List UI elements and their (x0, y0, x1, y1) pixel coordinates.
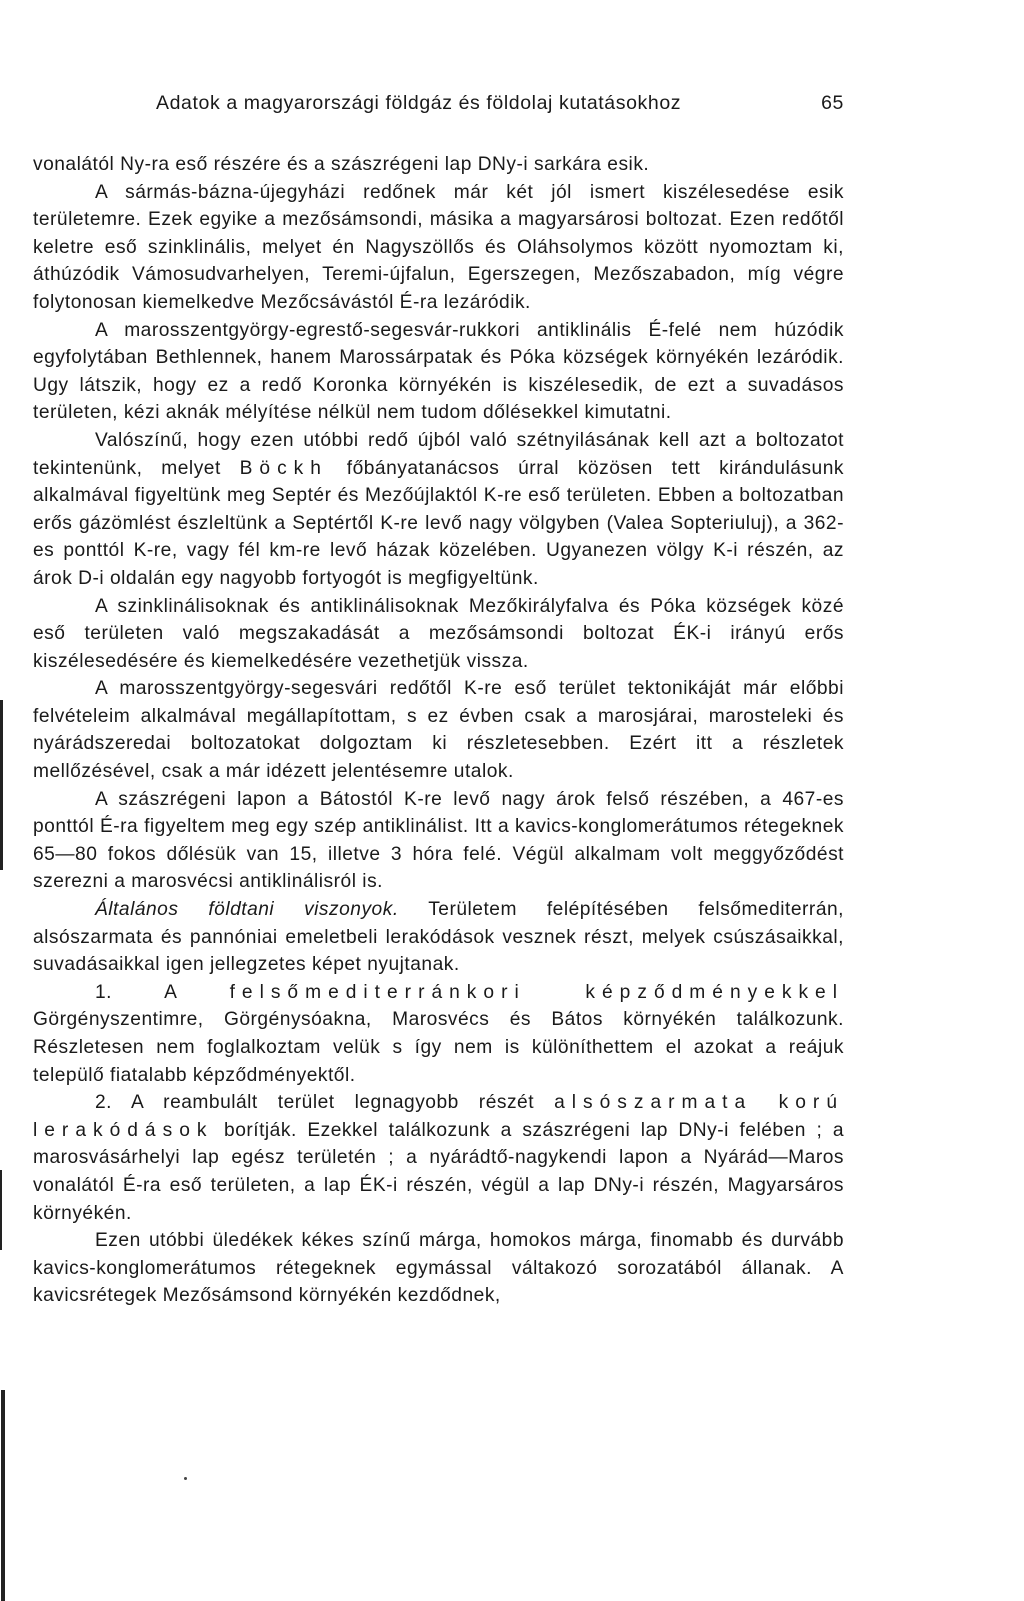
header-title: Adatok a magyarországi földgáz és földolaj kutatásokhoz (156, 92, 682, 114)
paragraph: A szinklinálisoknak és antiklinálisoknak Mezőkirályfalva és Póka községek közé eső területen való megszakadását a mezősámsondi boltozat ÉK-i irányú erős kiszélesedésére és kiemelkedésére vezethetjük vissza. (33, 595, 844, 672)
page-number: 65 (821, 92, 844, 114)
paragraph: A szászrégeni lapon a Bátostól K-re levő nagy árok felső részében, a 467-es ponttól É-ra figyeltem meg egy szép antiklinálist. Itt a kavics-konglomerátumos rétegeknek 65—80 fokos dőlésük van 15, illetve 3 hóra felé. Végül alkalmam volt meggyőződést szerezni a marosvécsi antiklinálisról is. (33, 788, 844, 893)
paragraph: A marosszentgyörgy-egrestő-segesvár-rukkori antiklinális É-felé nem húzódik egyfolytában Bethlennek, hanem Marossárpatak és Póka községek környékén lezáródik. Ugy látszik, hogy ez a redő Koronka környékén is kiszélesedik, de ezt a suvadásos területen, kézi aknák mélyítése nélkül nem tudom dőlésekkel kimutatni. (33, 319, 844, 424)
paragraph: A sármás-bázna-újegyházi redőnek már két jól ismert kiszélesedése esik területemre. Ezek egyike a mezősámsondi, másika a magyarsárosi boltozat. Ezen redőtől keletre eső szinklinális, melyet én Nagyszöllős és Oláhsolymos között nyomoztam ki, áthúzódik Vámosudvarhelyen, Teremi-újfalun, Egerszegen, Mezőszabadon, míg végre folytonosan kiemelkedve Mezőcsávástól É-ra lezáródik. (33, 181, 844, 313)
paragraph: vonalától Ny-ra eső részére és a szászrégeni lap DNy-i sarkára esik. (33, 154, 650, 175)
paragraph: Ezen utóbbi üledékek kékes színű márga, homokos márga, finomabb és durvább kavics-konglomerátumos rétegeknek egymással váltakozó sorozatából állanak. A kavicsrétegek Mezősámsond környékén kezdődnek, (33, 1230, 844, 1307)
section-heading-italic: Általános földtani viszonyok. (95, 899, 399, 921)
paragraph: 1. A felsőmediterránkori képződményekkel Görgényszentimre, Görgénysóakna, Marosvécs és Bátos környékén találkozunk. Részletesen nem foglalkoztam velük s így nem is különíthettem el azokat a reájuk települő fiatalabb képződményektől. (33, 981, 844, 1086)
spaced-term: alsószarmata korú lerakódások (33, 1092, 844, 1141)
scan-edge-line (1, 1390, 5, 1601)
spaced-name: Böckh (239, 457, 328, 479)
scan-speck (184, 1477, 187, 1480)
scan-edge-line (0, 700, 3, 870)
paragraph: Valószínű, hogy ezen utóbbi redő újból való szétnyilásának kell azt a boltozatot tekintenünk, melyet Böckh főbányatanácsos úrral közösen tett kirándulásunk alkalmával figyeltünk meg Septér és Mezőújlaktól K-re eső területen. Ebben a boltozatban erős gázömlést észleltünk a Septértől K-re levő nagy völgyben (Valea Sopteriuluj), a 362-es ponttól K-re, vagy fél km-re levő házak közelében. Ugyanezen völgy K-i részén, az árok D-i oldalán egy nagyobb fortyogót is megfigyeltünk. (33, 429, 844, 589)
body-text (33, 151, 844, 1310)
paragraph: A marosszentgyörgy-segesvári redőtől K-re eső terület tektonikáját már előbbi felvételeim alkalmával megállapítottam, s ez évben csak a marosjárai, marosteleki és nyárádszeredai boltozatokat dolgoztam ki részletesebben. Ezért itt a részletek mellőzésével, csak a már idézett jelentésemre utalok. (33, 678, 844, 783)
running-header (156, 92, 844, 115)
paragraph: Általános földtani viszonyok. Területem felépítésében felsőmediterrán, alsószarmata és pannóniai emeletbeli lerakódások vesznek részt, melyek csúszásaikkal, suvadásaikkal igen jellegzetes képet nyujtanak. (33, 899, 844, 976)
spaced-term: felsőmediterránkori képződményekkel (229, 981, 844, 1003)
scan-edge-line (0, 1170, 2, 1250)
paragraph: 2. A reambulált terület legnagyobb részét alsószarmata korú lerakódások borítják. Ezekkel találkozunk a szászrégeni lap DNy-i felében ; a marosvásárhelyi lap egész területén ; a nyárádtő-nagykendi lapon a Nyárád—Maros vonalától É-ra eső területen, a lap ÉK-i részén, végül a lap DNy-i részén, Magyarsáros környékén. (33, 1092, 844, 1224)
